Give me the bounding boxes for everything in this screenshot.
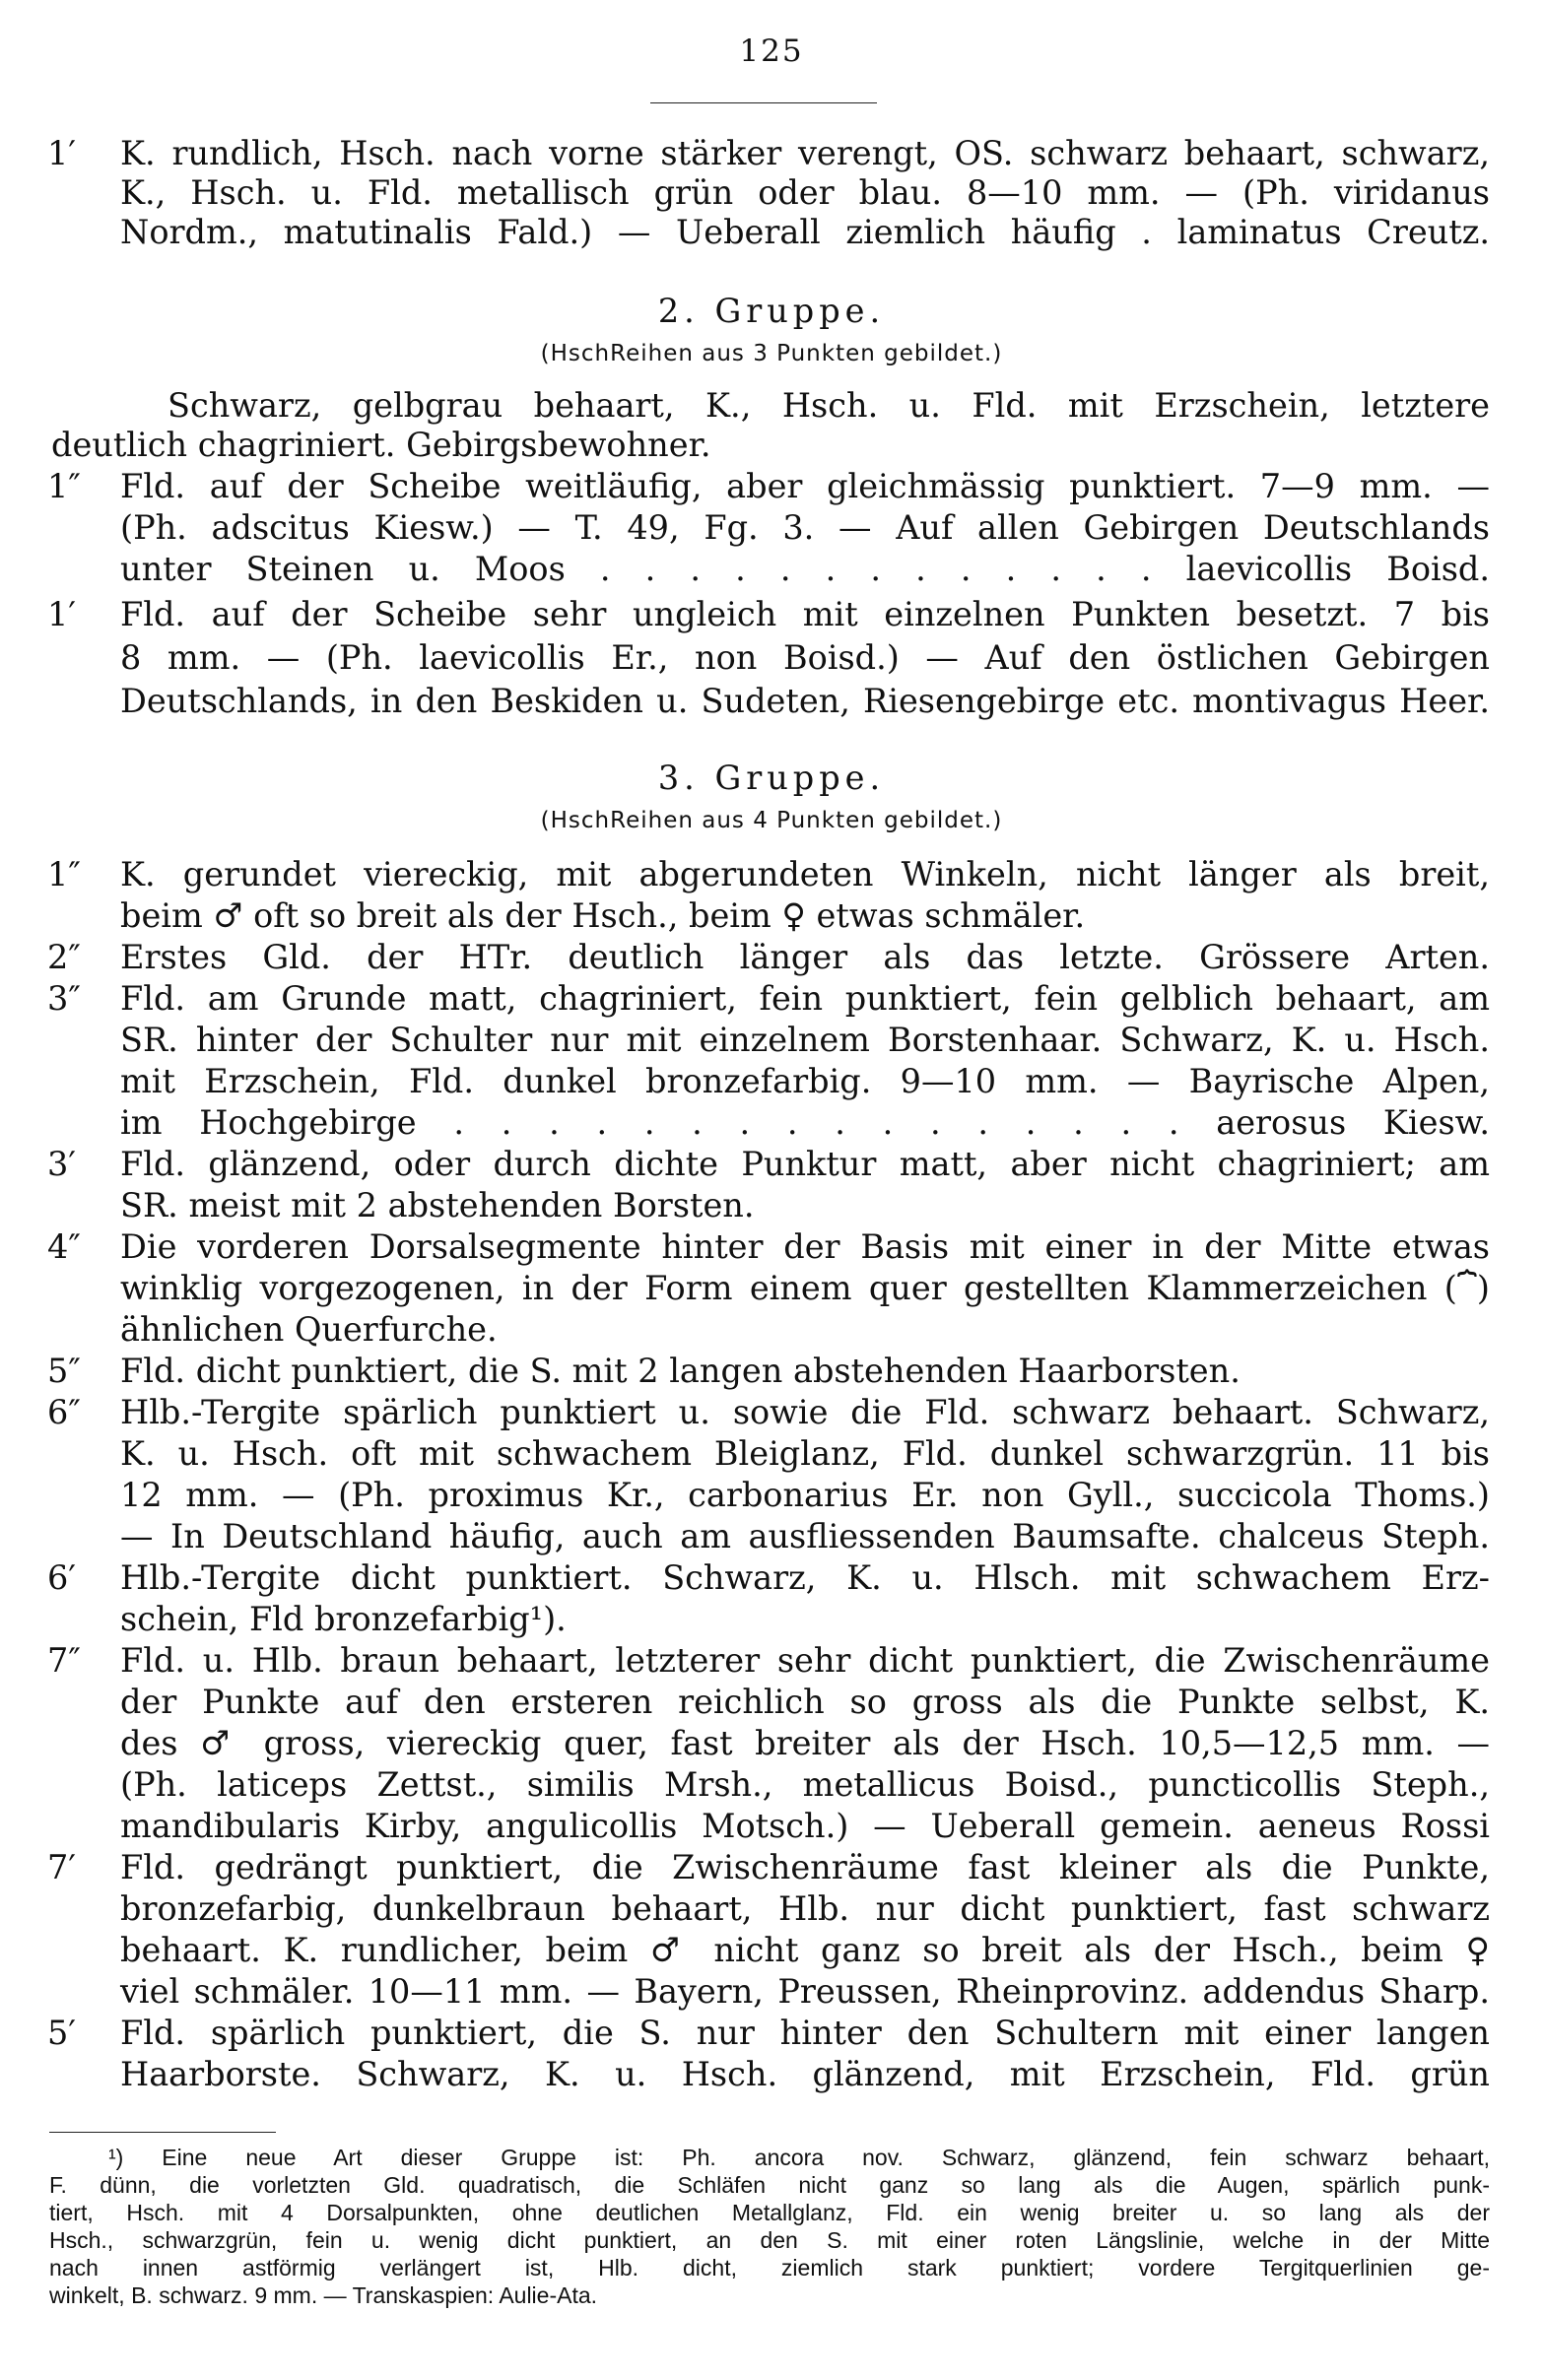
text-line: Fld. gedrängt punktiert, die Zwischenräume fast kleiner als die Punkte, [120,1848,1490,1886]
text-line: Fld. u. Hlb. braun behaart, letzterer sehr dicht punktiert, die Zwischenräume [120,1641,1490,1680]
couplet-number: 7′ [47,1848,76,1886]
couplet-number: 6″ [47,1393,81,1431]
text-line: Fld. auf der Scheibe sehr ungleich mit einzelnen Punkten besetzt. 7 bis [120,595,1490,633]
text-line: Erstes Gld. der HTr. deutlich länger als das letzte. Grössere Arten. [120,938,1490,976]
text-line: unter Steinen u. Moos . . . . . . . . . . . . . laevicollis Boisd. [120,550,1490,588]
text-line: schein, Fld bronzefarbig¹). [120,1600,567,1638]
text-line: Haarborste. Schwarz, K. u. Hsch. glänzend, mit Erzschein, Fld. grün [120,2055,1490,2093]
couplet-number: 1′ [47,134,76,172]
text-line: Fld. spärlich punktiert, die S. nur hinter den Schultern mit einer langen [120,2014,1490,2052]
footnote-line: F. dünn, die vorletzten Gld. quadratisch, die Schläfen nicht ganz so lang als die Augen, spärlich punk- [49,2172,1490,2198]
text-line: SR. meist mit 2 abstehenden Borsten. [120,1186,755,1224]
group-subtitle: (HschReihen aus 3 Punkten gebildet.) [540,341,1003,366]
couplet-number: 5″ [47,1352,81,1390]
text-line: (Ph. laticeps Zettst., similis Mrsh., metallicus Boisd., puncticollis Steph., [120,1765,1490,1804]
text-line: K. u. Hsch. oft mit schwachem Bleiglanz, Fld. dunkel schwarzgrün. 11 bis [120,1434,1490,1473]
text-line: Fld. glänzend, oder durch dichte Punktur matt, aber nicht chagriniert; am [120,1145,1490,1183]
text-line: mandibularis Kirby, angulicollis Motsch.) — Ueberall gemein. aeneus Rossi [120,1807,1490,1845]
couplet-number: 2″ [47,938,81,976]
text-line: 8 mm. — (Ph. laevicollis Er., non Boisd.) — Auf den östlichen Gebirgen [120,638,1490,677]
text-line: SR. hinter der Schulter nur mit einzelnem Borstenhaar. Schwarz, K. u. Hsch. [120,1021,1490,1059]
couplet-number: 1″ [47,467,81,505]
couplet-number: 3′ [47,1145,76,1183]
text-line: 12 mm. — (Ph. proximus Kr., carbonarius Er. non Gyll., succicola Thoms.) [120,1476,1490,1514]
text-line: (Ph. adscitus Kiesw.) — T. 49, Fg. 3. — Auf allen Gebirgen Deutschlands [120,508,1490,547]
text-line: der Punkte auf den ersteren reichlich so gross als die Punkte selbst, K. [120,1683,1490,1721]
text-line: Schwarz, gelbgrau behaart, K., Hsch. u. Fld. mit Erzschein, letztere [168,386,1490,425]
footnote-line: ¹) Eine neue Art dieser Gruppe ist: Ph. ancora nov. Schwarz, glänzend, fein schwarz behaart, [108,2145,1490,2170]
text-line: bronzefarbig, dunkelbraun behaart, Hlb. nur dicht punktiert, fast schwarz [120,1889,1490,1928]
text-line: Die vorderen Dorsalsegmente hinter der Basis mit einer in der Mitte etwas [120,1227,1490,1266]
couplet-number: 4″ [47,1227,81,1266]
footnote-line: nach innen astförmig verlängert ist, Hlb. dicht, ziemlich stark punktiert; vordere Tergitquerlinien ge- [49,2255,1490,2281]
text-line: Hlb.-Tergite dicht punktiert. Schwarz, K. u. Hlsch. mit schwachem Erz- [120,1558,1490,1597]
couplet-number: 3″ [47,979,81,1018]
footnote-line: Hsch., schwarzgrün, fein u. wenig dicht punktiert, an den S. mit einer roten Längslinie, welche in der Mitte [49,2227,1490,2253]
page-number: 125 [739,33,804,69]
couplet-number: 1′ [47,595,76,633]
text-line: K. rundlich, Hsch. nach vorne stärker verengt, OS. schwarz behaart, schwarz, [120,134,1490,172]
text-line: beim ♂ oft so breit als der Hsch., beim ♀ etwas schmäler. [120,896,1086,935]
text-line: Fld. auf der Scheibe weitläufig, aber gleichmässig punktiert. 7—9 mm. — [120,467,1490,505]
text-line: — In Deutschland häufig, auch am ausfliessenden Baumsafte. chalceus Steph. [120,1517,1490,1555]
text-line: ähnlichen Querfurche. [120,1310,498,1349]
text-line: K., Hsch. u. Fld. metallisch grün oder blau. 8—10 mm. — (Ph. viridanus [120,173,1490,212]
text-line: deutlich chagriniert. Gebirgsbewohner. [51,426,711,464]
couplet-number: 5′ [47,2014,76,2052]
text-line: mit Erzschein, Fld. dunkel bronzefarbig. 9—10 mm. — Bayrische Alpen, [120,1062,1490,1100]
couplet-number: 7″ [47,1641,81,1680]
footnote-line: tiert, Hsch. mit 4 Dorsalpunkten, ohne deutlichen Metallglanz, Fld. ein wenig breiter u. so lang als der [49,2200,1490,2225]
text-line: Fld. dicht punktiert, die S. mit 2 langen abstehenden Haarborsten. [120,1352,1241,1390]
text-line: Deutschlands, in den Beskiden u. Sudeten, Riesengebirge etc. montivagus Heer. [120,682,1490,720]
text-line: Nordm., matutinalis Fald.) — Ueberall ziemlich häufig . laminatus Creutz. [120,213,1490,251]
footnote-line: winkelt, B. schwarz. 9 mm. — Transkaspien: Aulie-Ata. [49,2282,598,2308]
couplet-number: 6′ [47,1558,76,1597]
couplet-number: 1″ [47,855,81,893]
footnote-rule [49,2132,276,2133]
text-line: im Hochgebirge . . . . . . . . . . . . . . . . aerosus Kiesw. [120,1103,1490,1142]
text-line: viel schmäler. 10—11 mm. — Bayern, Preussen, Rheinprovinz. addendus Sharp. [120,1972,1490,2011]
text-line: behaart. K. rundlicher, beim ♂ nicht ganz so breit als der Hsch., beim ♀ [120,1931,1490,1969]
group-subtitle: (HschReihen aus 4 Punkten gebildet.) [540,808,1003,833]
text-line: Hlb.-Tergite spärlich punktiert u. sowie die Fld. schwarz behaart. Schwarz, [120,1393,1490,1431]
header-rule [650,102,877,103]
text-line: des ♂ gross, viereckig quer, fast breiter als der Hsch. 10,5—12,5 mm. — [120,1724,1490,1762]
group-heading: 2. Gruppe. [657,292,886,330]
text-line: winklig vorgezogenen, in der Form einem quer gestellten Klammerzeichen (⏞) [120,1269,1490,1307]
text-line: Fld. am Grunde matt, chagriniert, fein punktiert, fein gelblich behaart, am [120,979,1490,1018]
group-heading: 3. Gruppe. [657,759,886,797]
text-line: K. gerundet viereckig, mit abgerundeten Winkeln, nicht länger als breit, [120,855,1490,893]
